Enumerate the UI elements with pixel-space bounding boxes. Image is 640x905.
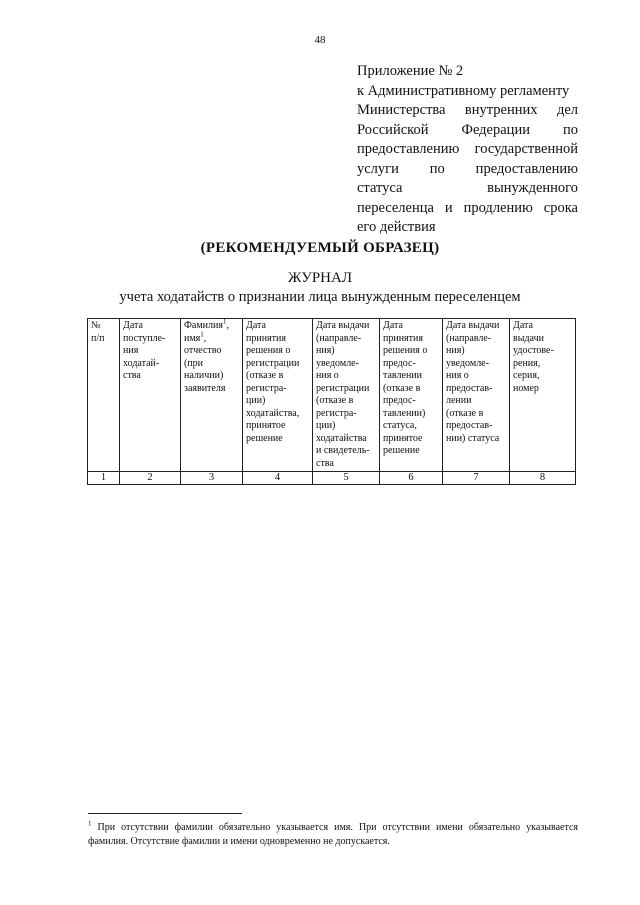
appendix-line: к Административному регламенту — [357, 82, 570, 99]
column-header-line: регистрации — [246, 357, 300, 369]
column-header-line: предос- — [383, 395, 416, 406]
column-header-line: Дата выдачи — [316, 320, 370, 331]
column-header-line: принятое — [246, 420, 286, 431]
column-header-line: регистра- — [316, 407, 357, 419]
column-header-line: (отказе в — [246, 370, 284, 381]
column-header — [120, 319, 181, 472]
column-header-line: отчество — [184, 345, 222, 356]
column-header-line: решение — [246, 432, 283, 444]
column-number: 6 — [380, 472, 443, 485]
appendix-line: предоставлению государственной — [357, 141, 578, 157]
column-header — [243, 319, 313, 472]
footnote-marker: 1 — [88, 819, 92, 828]
column-header-line: имя$^1$, — [184, 330, 207, 344]
column-number: 5 — [313, 472, 380, 485]
column-header-line: ции) — [246, 395, 266, 406]
journal-table — [87, 318, 576, 485]
column-header — [88, 319, 120, 472]
column-header-line: ния о — [316, 370, 339, 381]
column-header-line: предостав- — [446, 382, 493, 394]
column-header-line: (отказе в — [383, 382, 421, 394]
sample-title: (РЕКОМЕНДУЕМЫЙ ОБРАЗЕЦ) — [200, 240, 440, 256]
column-header — [313, 319, 380, 472]
appendix-line: Приложение № 2 — [357, 63, 464, 79]
column-header-line: серия, — [513, 370, 540, 381]
column-number: 8 — [510, 472, 576, 485]
footnote — [88, 821, 578, 849]
column-header-line: ходатайства — [316, 432, 367, 444]
column-number: 7 — [443, 472, 510, 485]
column-header-line: ходатай- — [123, 357, 160, 369]
footnote-divider — [88, 813, 242, 814]
column-header-line: ния о — [446, 370, 469, 381]
appendix-line: услуги по предоставлению — [357, 160, 578, 177]
journal-subtitle: учета ходатайств о признании лица вынужденным переселенцем — [119, 289, 521, 305]
page-number: 48 — [314, 34, 326, 46]
column-header-line: (отказе в — [316, 395, 354, 406]
appendix-line: переселенца и продлению срока — [357, 199, 578, 216]
column-header-line: принятия — [246, 332, 286, 344]
column-header-line: ства — [316, 457, 334, 469]
column-header — [443, 319, 510, 472]
column-header-line: Фамилия$^1$, — [184, 317, 229, 331]
column-header-line: уведомле- — [446, 357, 489, 369]
column-header-line: Дата — [246, 320, 266, 331]
column-header-line: (направле- — [316, 332, 362, 344]
column-header-line: выдачи — [513, 332, 544, 344]
column-header-line: ходатайства, — [246, 407, 300, 419]
footnote-marker: 1 — [200, 330, 204, 339]
column-header — [510, 319, 576, 472]
column-header — [380, 319, 443, 472]
column-header-line: номер — [513, 382, 539, 394]
column-header-line: решения о — [246, 345, 291, 356]
appendix-header — [357, 62, 578, 238]
column-header-line: тавлении — [383, 370, 423, 381]
appendix-line: Министерства внутренних дел — [357, 102, 578, 118]
column-header-line: Дата — [123, 320, 143, 331]
column-header-line: удостове- — [513, 345, 554, 356]
column-header-line: статуса, — [383, 420, 417, 431]
column-header-line: рения, — [513, 357, 541, 369]
column-number: 3 — [181, 472, 243, 485]
column-header-line: решение — [383, 445, 420, 456]
column-header-line: предостав- — [446, 420, 493, 431]
column-header-line: ния) — [446, 345, 465, 356]
column-header-line: регистра- — [246, 382, 287, 394]
column-number: 1 — [88, 472, 120, 485]
journal-title: ЖУРНАЛ — [287, 270, 353, 286]
column-header-line: принятия — [383, 332, 423, 344]
column-header-line: и свидетель- — [316, 445, 370, 456]
appendix-line: его действия — [357, 219, 436, 235]
column-header-line: (отказе в — [446, 407, 484, 419]
column-header-line: наличии) — [184, 370, 224, 381]
column-header-line: лении — [446, 395, 472, 406]
column-header-line: (при — [184, 357, 204, 369]
appendix-line: статуса вынужденного — [357, 180, 578, 196]
column-header-line: поступле- — [123, 332, 166, 344]
column-header-line: заявителя — [184, 382, 226, 394]
column-header-line: принятое — [383, 432, 423, 444]
column-header-line: (направле- — [446, 332, 492, 344]
column-header-line: Дата — [513, 320, 533, 331]
column-header-line: регистрации — [316, 382, 370, 394]
column-number-row — [88, 472, 576, 485]
column-number: 4 — [243, 472, 313, 485]
column-header-line: нии) статуса — [446, 432, 500, 444]
table-header-row — [88, 319, 576, 472]
column-header-line: № — [91, 320, 101, 331]
column-header-line: ции) — [316, 420, 336, 431]
footnote-marker: 1 — [222, 317, 227, 326]
column-header-line: ния — [123, 345, 139, 356]
appendix-line: Российской Федерации по — [357, 121, 578, 138]
column-header-line: уведомле- — [316, 357, 359, 369]
column-header-line: ния) — [316, 345, 335, 356]
column-header-line: ства — [123, 370, 141, 381]
column-header-line: решения о — [383, 345, 428, 356]
column-header-line: предос- — [383, 357, 416, 369]
column-header-line: тавлении) — [383, 407, 426, 419]
footnote-text: При отсутствии фамилии обязательно указывается имя. При отсутствии имени обязательно указывается фамилия. Отсутствие фамилии и имени одновременно не допускается. — [88, 822, 578, 847]
column-header-line: Дата выдачи — [446, 320, 500, 331]
column-number: 2 — [120, 472, 181, 485]
column-header-line: Дата — [383, 320, 403, 331]
column-header-line: п/п — [91, 332, 105, 344]
column-header — [181, 319, 243, 472]
